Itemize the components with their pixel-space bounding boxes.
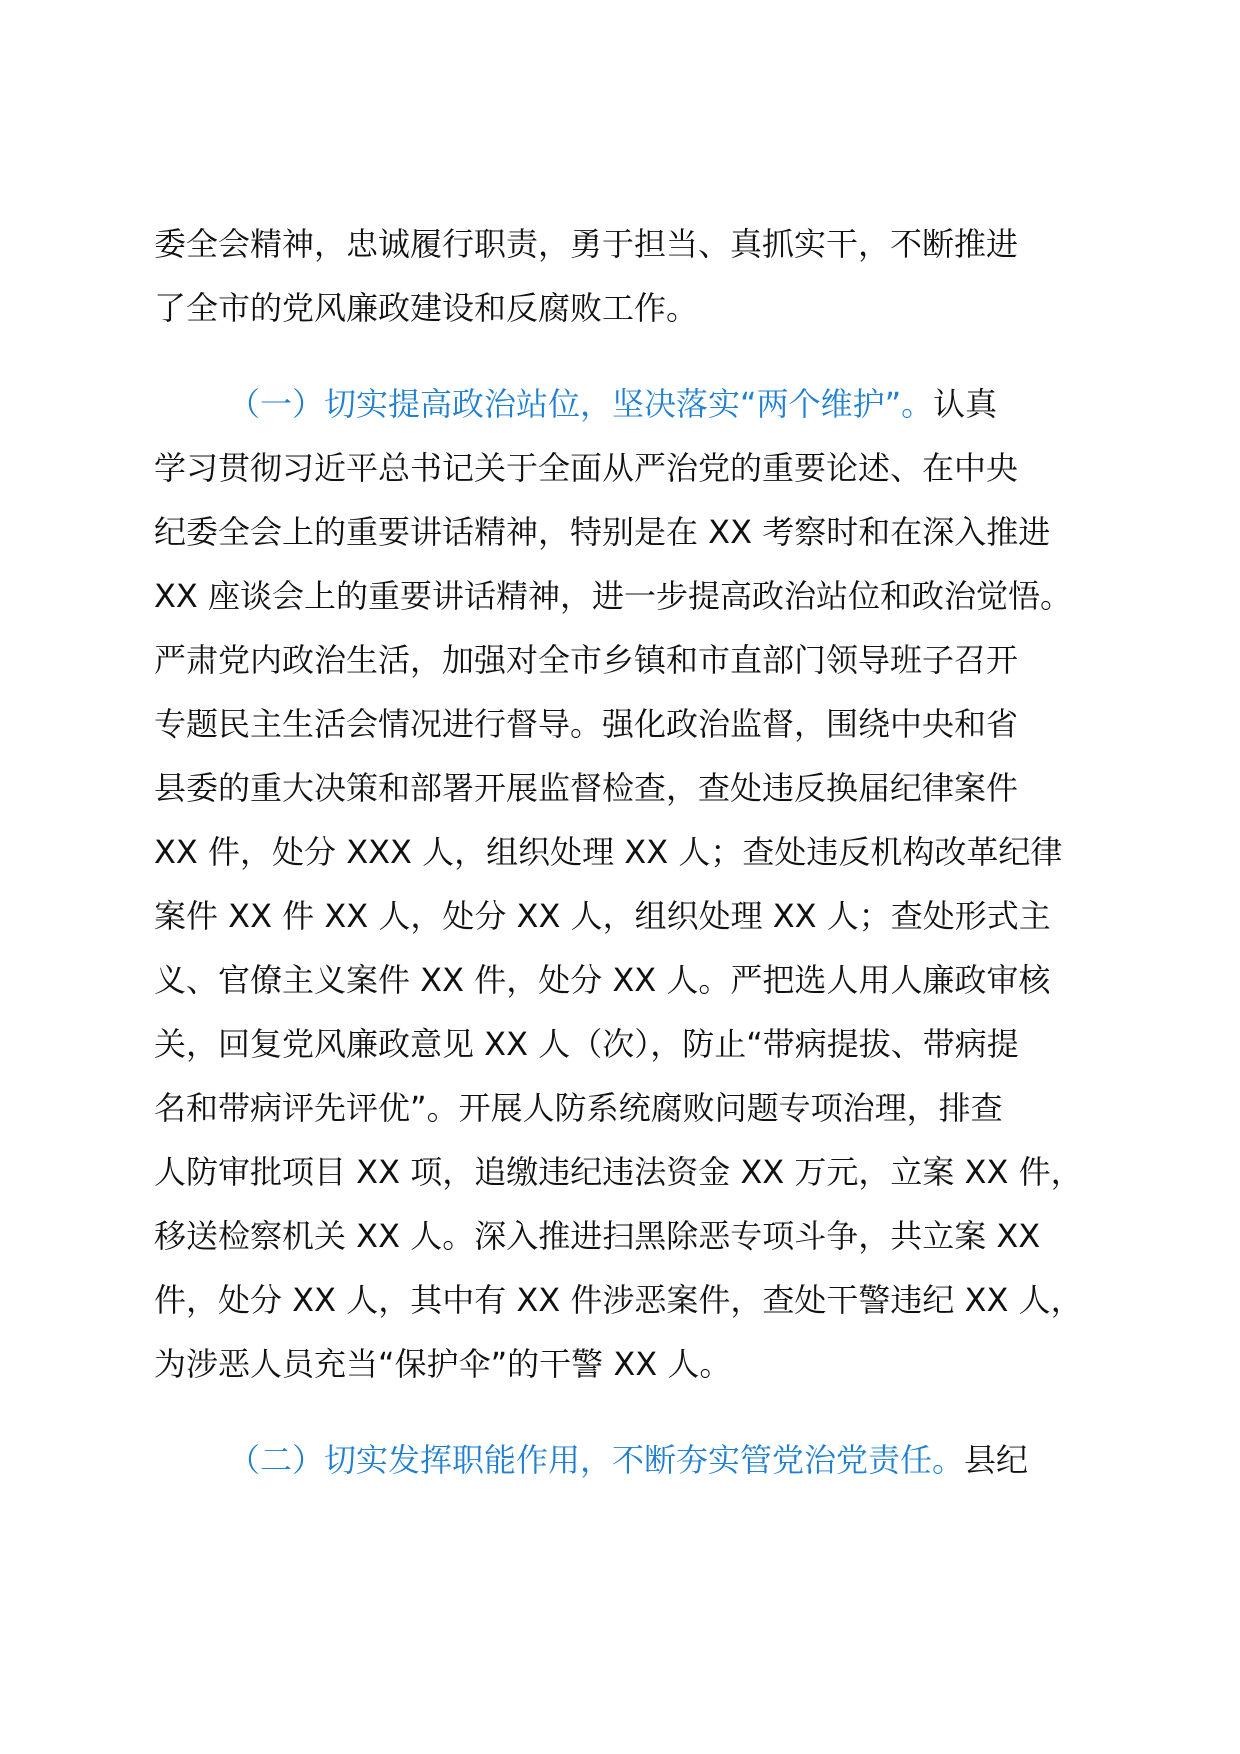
paragraph-line: 件，处分 XX 人，其中有 XX 件涉恶案件，查处干警违纪 XX 人，	[154, 1281, 1083, 1319]
paragraph-line: 县委的重大决策和部署开展监督检查，查处违反换届纪律案件	[154, 769, 1019, 807]
paragraph-2	[154, 372, 1114, 1396]
paragraph-line: 人防审批项目 XX 项，追缴违纪违法资金 XX 万元，立案 XX 件，	[154, 1153, 1083, 1191]
paragraph-spacer	[154, 340, 1114, 372]
paragraph-line: 义、官僚主义案件 XX 件，处分 XX 人。严把选人用人廉政审核	[154, 961, 1051, 999]
paragraph-1	[154, 212, 1114, 340]
section-heading-2: （二）切实发挥职能作用，不断夯实管党治党责任。	[228, 1441, 965, 1479]
paragraph-line: 委全会精神，忠诚履行职责，勇于担当、真抓实干，不断推进	[154, 225, 1019, 263]
paragraph-line: 了全市的党风廉政建设和反腐败工作。	[154, 289, 699, 327]
paragraph-spacer	[154, 1396, 1114, 1428]
paragraph-3	[154, 1428, 1114, 1492]
section-heading-1: （一）切实提高政治站位，坚决落实“两个维护”。	[228, 385, 934, 423]
paragraph-first-line	[154, 372, 1114, 436]
document-body	[154, 212, 1114, 1492]
heading-line-continuation: 县纪	[964, 1441, 1029, 1479]
paragraph-line: 专题民主生活会情况进行督导。强化政治监督，围绕中央和省	[154, 705, 1019, 743]
paragraph-line: XX 件，处分 XXX 人，组织处理 XX 人；查处违反机构改革纪律	[154, 833, 1063, 871]
paragraph-line: 名和带病评先评优”。开展人防系统腐败问题专项治理，排查	[154, 1089, 1003, 1127]
paragraph-line: 严肃党内政治生活，加强对全市乡镇和市直部门领导班子召开	[154, 641, 1019, 679]
paragraph-line: 关，回复党风廉政意见 XX 人（次），防止“带病提拔、带病提	[154, 1025, 1019, 1063]
paragraph-line: 纪委全会上的重要讲话精神，特别是在 XX 考察时和在深入推进	[154, 513, 1051, 551]
paragraph-line: 学习贯彻习近平总书记关于全面从严治党的重要论述、在中央	[154, 449, 1019, 487]
paragraph-first-line	[154, 1428, 1114, 1492]
heading-line-continuation: 认真	[933, 385, 998, 423]
paragraph-line: XX 座谈会上的重要讲话精神，进一步提高政治站位和政治觉悟。	[154, 577, 1073, 615]
paragraph-line: 为涉恶人员充当“保护伞”的干警 XX 人。	[154, 1345, 732, 1383]
paragraph-line: 案件 XX 件 XX 人，处分 XX 人，组织处理 XX 人；查处形式主	[154, 897, 1051, 935]
paragraph-line: 移送检察机关 XX 人。深入推进扫黑除恶专项斗争，共立案 XX	[154, 1217, 1041, 1255]
